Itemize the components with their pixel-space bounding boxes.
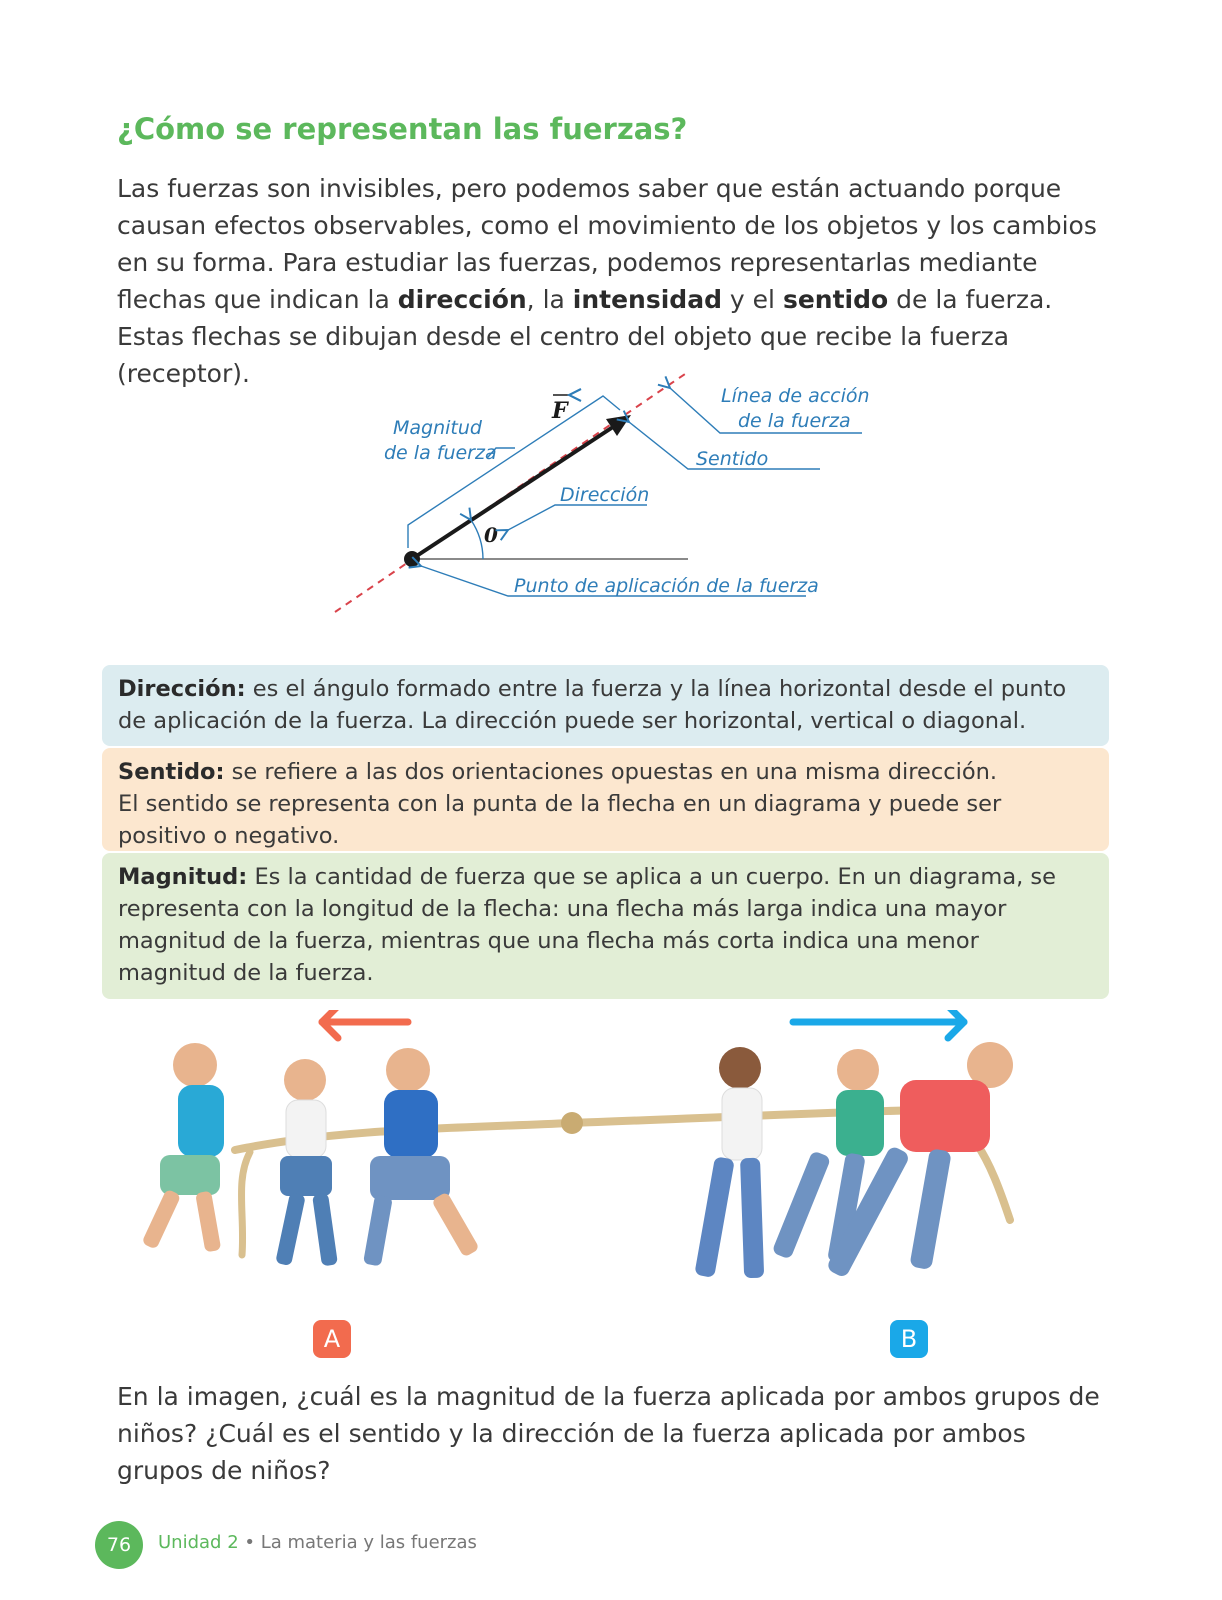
- child-a2: [275, 1059, 338, 1266]
- force-arrowhead: [606, 415, 631, 436]
- page-number: 76: [95, 1521, 143, 1569]
- arrow-left-team-a: [322, 1010, 408, 1038]
- intro-paragraph: Las fuerzas son invisibles, pero podemos saber que están actuando porque causan efectos observables, como el movimiento de los objetos y los cambios en su forma. Para estudiar las fuerzas, podemos representarlas mediante flechas que indican la dirección, la intensidad y el sentido de la fuerza. Estas flechas se dibujan desde el centro del objeto que recibe la fuerza (receptor).: [117, 174, 1097, 388]
- sense-label: Sentido: [696, 448, 769, 470]
- arrow-right-team-b: [793, 1010, 964, 1038]
- line-of-action-label-line2: de la fuerza: [738, 410, 851, 432]
- term-intensidad: intensidad: [572, 285, 722, 314]
- application-label: Punto de aplicación de la fuerza: [514, 575, 819, 597]
- term-direccion: dirección: [397, 285, 527, 314]
- child-a1: [141, 1043, 224, 1252]
- direction-pointer: [508, 505, 647, 530]
- tug-of-war-illustration: [140, 1010, 1060, 1320]
- definition-sense: Sentido: se refiere a las dos orientaciones opuestas en una misma dirección. El sentido se representa con la punta de la flecha en un diagrama y puede ser positivo o negativo.: [102, 748, 1109, 851]
- application-point: [404, 551, 420, 567]
- child-b1: [694, 1047, 764, 1278]
- footer-unit: Unidad 2: [158, 1532, 239, 1553]
- footer-unit-title: [158, 1532, 477, 1553]
- force-vector-diagram: [320, 370, 880, 620]
- angle-label: 0: [484, 523, 498, 547]
- term-sentido: sentido: [782, 285, 889, 314]
- rope-tail-left: [241, 1152, 250, 1255]
- footer-separator: •: [238, 1532, 261, 1553]
- footer-title: La materia y las fuerzas: [260, 1532, 477, 1553]
- rope-knot: [561, 1112, 583, 1134]
- magnitude-label-line2: de la fuerza: [384, 442, 497, 464]
- vector-label: F: [552, 398, 568, 424]
- definition-magnitude: Magnitud: Es la cantidad de fuerza que se aplica a un cuerpo. En un diagrama, se representa con la longitud de la flecha: una flecha más larga indica una mayor magnitud de la fuerza, mientras que una flecha más corta indica una menor magnitud de la fuerza.: [102, 853, 1109, 999]
- label-team-b: B: [890, 1320, 928, 1358]
- line-of-action-label-line1: Línea de acción: [721, 385, 870, 407]
- definition-direction: Dirección: es el ángulo formado entre la fuerza y la línea horizontal desde el punto de aplicación de la fuerza. La dirección puede ser horizontal, vertical o diagonal.: [102, 665, 1109, 746]
- magnitude-label-line1: Magnitud: [393, 417, 482, 439]
- section-heading: ¿Cómo se representan las fuerzas?: [117, 112, 688, 146]
- direction-label: Dirección: [560, 484, 650, 506]
- question-paragraph: En la imagen, ¿cuál es la magnitud de la fuerza aplicada por ambos grupos de niños? ¿Cuál es el sentido y la dirección de la fuerza aplicada por ambos grupos de niños?: [117, 1382, 1100, 1485]
- label-team-a: A: [313, 1320, 351, 1358]
- child-a3: [363, 1048, 480, 1266]
- angle-arc: [471, 520, 483, 559]
